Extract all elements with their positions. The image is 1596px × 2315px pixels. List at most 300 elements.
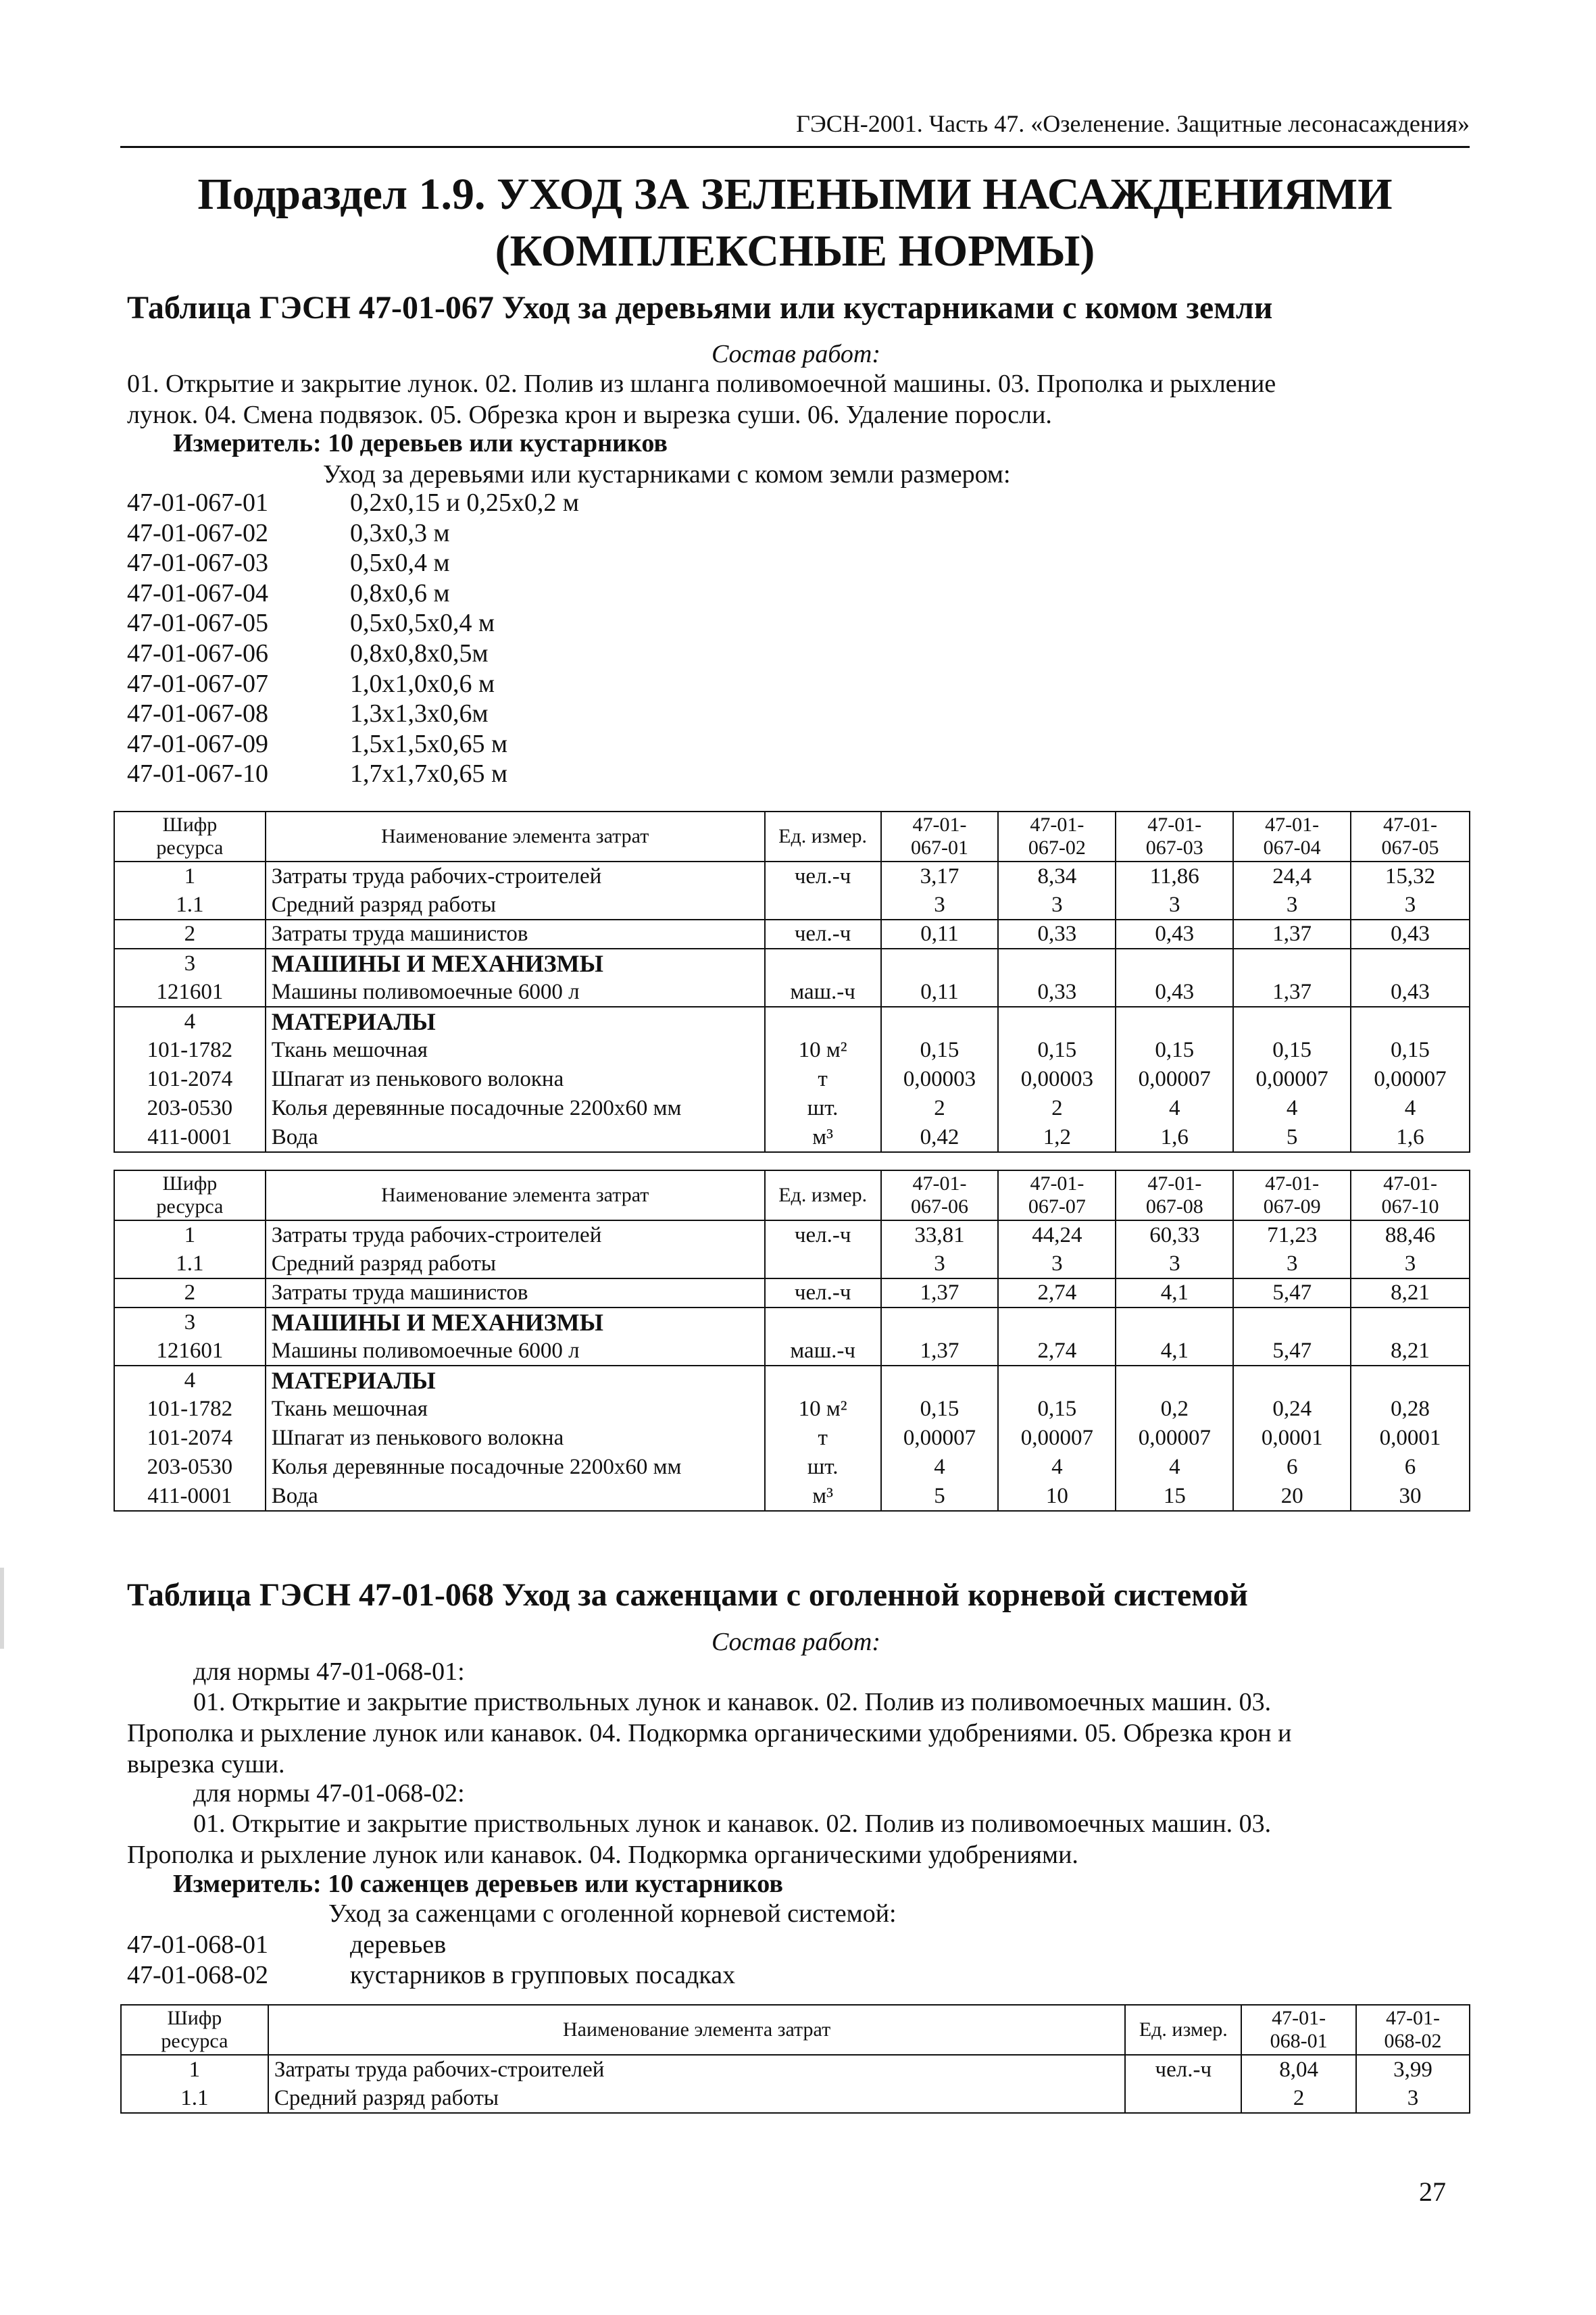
header-cost-element: Наименование элемента затрат bbox=[266, 812, 765, 862]
value-cell: 30 bbox=[1351, 1482, 1470, 1511]
value-cell: 33,81 bbox=[881, 1220, 999, 1249]
page-number: 27 bbox=[1419, 2176, 1446, 2207]
section-title bbox=[120, 166, 1470, 280]
value-cell: 0,2 bbox=[1116, 1395, 1233, 1424]
resource-code-cell: 121601 bbox=[114, 1337, 266, 1366]
work-line: Прополка и рыхление лунок или канавок. 04. Подкормка органическими удобрениями. bbox=[127, 1841, 1078, 1869]
norm-code: 47-01-067-03 bbox=[127, 549, 268, 578]
table-row bbox=[114, 978, 1470, 1007]
table-067-work-description bbox=[127, 368, 1451, 430]
norm-code: 47-01-067-04 bbox=[127, 578, 268, 607]
cost-element-cell: МАТЕРИАЛЫ bbox=[266, 1007, 765, 1036]
value-cell bbox=[1233, 1366, 1351, 1395]
table-row bbox=[114, 1337, 1470, 1366]
table-row bbox=[114, 862, 1470, 891]
norm-description: 0,5х0,5х0,4 м bbox=[350, 609, 495, 638]
header-text: Шифр bbox=[167, 2007, 222, 2029]
value-cell: 4 bbox=[998, 1453, 1116, 1482]
cost-element-cell: Колья деревянные посадочные 2200х60 мм bbox=[266, 1453, 765, 1482]
value-cell: 3 bbox=[881, 891, 999, 920]
norm-list-item bbox=[127, 548, 579, 578]
value-cell: 0,33 bbox=[998, 920, 1116, 949]
norm-description: 0,3х0,3 м bbox=[350, 518, 450, 547]
value-cell: 0,15 bbox=[881, 1036, 999, 1065]
cost-element-cell: Средний разряд работы bbox=[266, 891, 765, 920]
value-cell: 3 bbox=[881, 1249, 999, 1278]
resource-code-cell: 2 bbox=[114, 1278, 266, 1308]
value-cell: 0,33 bbox=[998, 978, 1116, 1007]
header-text: 47-01- bbox=[1386, 2007, 1441, 2029]
value-cell: 0,00007 bbox=[881, 1424, 999, 1453]
resource-code-cell: 101-2074 bbox=[114, 1424, 266, 1453]
value-cell: 20 bbox=[1233, 1482, 1351, 1511]
norm1-label: для нормы 47-01-068-01: bbox=[193, 1658, 465, 1686]
norm-description: 1,7х1,7х0,65 м bbox=[350, 760, 508, 789]
unit-cell: 10 м² bbox=[765, 1395, 881, 1424]
value-cell: 3 bbox=[1356, 2084, 1470, 2113]
cost-element-cell: Ткань мешочная bbox=[266, 1036, 765, 1065]
value-cell: 15,32 bbox=[1351, 862, 1470, 891]
cost-element-cell: МАШИНЫ И МЕХАНИЗМЫ bbox=[266, 949, 765, 978]
value-cell bbox=[998, 1366, 1116, 1395]
resource-code-cell: 1 bbox=[114, 862, 266, 891]
unit-cell: т bbox=[765, 1424, 881, 1453]
value-cell: 3,99 bbox=[1356, 2055, 1470, 2084]
table-067-norm-list bbox=[127, 488, 579, 789]
value-cell: 3 bbox=[1351, 891, 1470, 920]
header-text: 068-01 bbox=[1270, 2030, 1328, 2052]
unit-cell bbox=[765, 949, 881, 978]
resource-code-cell: 3 bbox=[114, 1308, 266, 1337]
work-line: лунок. 04. Смена подвязок. 05. Обрезка крон и вырезка суши. 06. Удаление поросли. bbox=[127, 401, 1052, 429]
norm-list-item bbox=[127, 699, 579, 729]
table-row bbox=[114, 949, 1470, 978]
header-text: 47-01- bbox=[1147, 814, 1202, 836]
value-cell: 0,42 bbox=[881, 1123, 999, 1152]
norm-description: деревьев bbox=[350, 1931, 447, 1959]
header-norm-code bbox=[1233, 1170, 1351, 1220]
value-cell: 1,2 bbox=[998, 1123, 1116, 1152]
value-cell bbox=[1351, 1308, 1470, 1337]
header-norm-code bbox=[1241, 2005, 1356, 2055]
cost-element-cell: Машины поливомоечные 6000 л bbox=[266, 1337, 765, 1366]
table-row bbox=[114, 1424, 1470, 1453]
header-text: 067-09 bbox=[1263, 1195, 1321, 1218]
value-cell: 0,0001 bbox=[1233, 1424, 1351, 1453]
norm-code: 47-01-067-09 bbox=[127, 729, 268, 758]
value-cell: 6 bbox=[1233, 1453, 1351, 1482]
norm2-work-description bbox=[127, 1808, 1451, 1870]
header-norm-code bbox=[1116, 812, 1233, 862]
cost-element-cell: МАТЕРИАЛЫ bbox=[266, 1366, 765, 1395]
norm-list-item bbox=[127, 578, 579, 609]
header-norm-code bbox=[881, 1170, 999, 1220]
header-norm-code bbox=[1116, 1170, 1233, 1220]
value-cell: 0,00003 bbox=[881, 1065, 999, 1094]
cost-element-cell: Машины поливомоечные 6000 л bbox=[266, 978, 765, 1007]
scan-edge-mark bbox=[0, 1568, 4, 1649]
norm-description: 1,0х1,0х0,6 м bbox=[350, 669, 495, 698]
value-cell: 1,37 bbox=[881, 1278, 999, 1308]
resource-code-cell: 121601 bbox=[114, 978, 266, 1007]
header-text: ресурса bbox=[156, 837, 224, 859]
value-cell bbox=[1116, 1366, 1233, 1395]
value-cell: 0,15 bbox=[881, 1395, 999, 1424]
table-row bbox=[114, 1482, 1470, 1511]
header-rule bbox=[120, 146, 1470, 148]
resource-code-cell: 1.1 bbox=[114, 1249, 266, 1278]
value-cell: 24,4 bbox=[1233, 862, 1351, 891]
cost-element-cell: Колья деревянные посадочные 2200х60 мм bbox=[266, 1094, 765, 1123]
header-unit: Ед. измер. bbox=[1125, 2005, 1241, 2055]
table-067-intro: Уход за деревьями или кустарниками с комом земли размером: bbox=[323, 460, 1011, 489]
header-text: Шифр bbox=[162, 814, 218, 836]
header-text: 067-05 bbox=[1381, 837, 1439, 859]
cost-element-cell: Затраты труда рабочих-строителей bbox=[268, 2055, 1126, 2084]
resource-code-cell: 1.1 bbox=[114, 891, 266, 920]
value-cell: 15 bbox=[1116, 1482, 1233, 1511]
resource-code-cell: 101-1782 bbox=[114, 1036, 266, 1065]
cost-element-cell: Шпагат из пенькового волокна bbox=[266, 1424, 765, 1453]
unit-cell: чел.-ч bbox=[765, 862, 881, 891]
table-068-work-label: Состав работ: bbox=[711, 1628, 881, 1656]
unit-cell: 10 м² bbox=[765, 1036, 881, 1065]
resource-code-cell: 4 bbox=[114, 1007, 266, 1036]
unit-cell: шт. bbox=[765, 1094, 881, 1123]
norm-description: 0,2х0,15 и 0,25х0,2 м bbox=[350, 489, 579, 517]
value-cell: 10 bbox=[998, 1482, 1116, 1511]
table-row bbox=[121, 2084, 1470, 2113]
header-text: 47-01- bbox=[1383, 814, 1438, 836]
header-text: 47-01- bbox=[912, 814, 967, 836]
norm-description: 0,8х0,8х0,5м bbox=[350, 639, 489, 668]
norm-description: 1,5х1,5х0,65 м bbox=[350, 729, 508, 758]
value-cell: 1,37 bbox=[881, 1337, 999, 1366]
table-067-part1 bbox=[114, 811, 1470, 1153]
value-cell: 88,46 bbox=[1351, 1220, 1470, 1249]
table-row bbox=[114, 1249, 1470, 1278]
table-068-meter: Измеритель: 10 саженцев деревьев или кустарников bbox=[173, 1870, 783, 1898]
cost-element-cell: Шпагат из пенькового волокна bbox=[266, 1065, 765, 1094]
work-line: 01. Открытие и закрытие приствольных лунок и канавок. 02. Полив из поливомоечных машин. 03. bbox=[193, 1810, 1272, 1838]
value-cell bbox=[1233, 949, 1351, 978]
norm-code: 47-01-067-08 bbox=[127, 699, 268, 728]
value-cell: 3 bbox=[1116, 891, 1233, 920]
value-cell: 2 bbox=[881, 1094, 999, 1123]
table-067-part2 bbox=[114, 1170, 1470, 1512]
resource-code-cell: 4 bbox=[114, 1366, 266, 1395]
value-cell: 1,37 bbox=[1233, 920, 1351, 949]
value-cell: 0,43 bbox=[1116, 978, 1233, 1007]
header-text: 47-01- bbox=[1272, 2007, 1326, 2029]
header-text: Шифр bbox=[162, 1172, 218, 1195]
norm2-label: для нормы 47-01-068-02: bbox=[193, 1779, 465, 1808]
header-text: 47-01- bbox=[1265, 1172, 1320, 1195]
norm-list-item bbox=[127, 729, 579, 760]
header-norm-code bbox=[998, 1170, 1116, 1220]
cost-element-cell: Средний разряд работы bbox=[266, 1249, 765, 1278]
header-text: 067-08 bbox=[1145, 1195, 1203, 1218]
header-norm-code bbox=[1351, 812, 1470, 862]
table-row bbox=[114, 1094, 1470, 1123]
cost-element-cell: Средний разряд работы bbox=[268, 2084, 1126, 2113]
resource-code-cell: 101-1782 bbox=[114, 1395, 266, 1424]
value-cell: 5 bbox=[881, 1482, 999, 1511]
norm-code: 47-01-067-07 bbox=[127, 669, 268, 698]
table-row bbox=[114, 1036, 1470, 1065]
table-row bbox=[114, 1123, 1470, 1152]
value-cell: 11,86 bbox=[1116, 862, 1233, 891]
value-cell bbox=[998, 1308, 1116, 1337]
norm-code: 47-01-067-01 bbox=[127, 489, 268, 517]
header-text: 067-06 bbox=[911, 1195, 969, 1218]
value-cell: 2,74 bbox=[998, 1278, 1116, 1308]
value-cell: 1,37 bbox=[1233, 978, 1351, 1007]
value-cell bbox=[1351, 949, 1470, 978]
value-cell bbox=[1116, 1007, 1233, 1036]
value-cell: 0,28 bbox=[1351, 1395, 1470, 1424]
norm-list-item bbox=[127, 518, 579, 549]
resource-code-cell: 1.1 bbox=[121, 2084, 268, 2113]
table-row bbox=[114, 891, 1470, 920]
cost-element-cell: Затраты труда рабочих-строителей bbox=[266, 1220, 765, 1249]
value-cell: 0,43 bbox=[1351, 978, 1470, 1007]
unit-cell: маш.-ч bbox=[765, 1337, 881, 1366]
header-cost-element: Наименование элемента затрат bbox=[266, 1170, 765, 1220]
unit-cell bbox=[1125, 2084, 1241, 2113]
value-cell: 0,15 bbox=[1351, 1036, 1470, 1065]
value-cell: 0,43 bbox=[1116, 920, 1233, 949]
unit-cell: чел.-ч bbox=[765, 920, 881, 949]
unit-cell: т bbox=[765, 1065, 881, 1094]
resource-code-cell: 411-0001 bbox=[114, 1123, 266, 1152]
value-cell: 0,43 bbox=[1351, 920, 1470, 949]
header-text: 47-01- bbox=[1147, 1172, 1202, 1195]
cost-element-cell: МАШИНЫ И МЕХАНИЗМЫ bbox=[266, 1308, 765, 1337]
norm-list-item bbox=[127, 669, 579, 699]
norm-list-item bbox=[127, 488, 579, 518]
table-header-row bbox=[114, 812, 1470, 862]
norm-list-item bbox=[127, 639, 579, 669]
norm1-work-description bbox=[127, 1687, 1451, 1780]
norm-list-item bbox=[127, 1930, 735, 1960]
norm-code: 47-01-068-01 bbox=[127, 1931, 268, 1959]
value-cell: 4,1 bbox=[1116, 1337, 1233, 1366]
value-cell: 2 bbox=[1241, 2084, 1356, 2113]
header-resource-code bbox=[121, 2005, 268, 2055]
norm-description: 0,8х0,6 м bbox=[350, 578, 450, 607]
value-cell: 4 bbox=[1116, 1094, 1233, 1123]
value-cell bbox=[1351, 1007, 1470, 1036]
norm-list-item bbox=[127, 1960, 735, 1991]
value-cell bbox=[1116, 1308, 1233, 1337]
header-unit: Ед. измер. bbox=[765, 1170, 881, 1220]
work-line: 01. Открытие и закрытие приствольных лунок и канавок. 02. Полив из поливомоечных машин. 03. bbox=[193, 1688, 1272, 1716]
table-068 bbox=[120, 2004, 1470, 2114]
table-067-work-label: Состав работ: bbox=[711, 340, 881, 368]
work-line: 01. Открытие и закрытие лунок. 02. Полив из шланга поливомоечной машины. 03. Прополка и рыхление bbox=[127, 370, 1276, 398]
value-cell: 1,6 bbox=[1351, 1123, 1470, 1152]
value-cell: 0,00007 bbox=[1116, 1424, 1233, 1453]
value-cell bbox=[1233, 1308, 1351, 1337]
unit-cell bbox=[765, 1366, 881, 1395]
table-row bbox=[121, 2055, 1470, 2084]
value-cell: 5 bbox=[1233, 1123, 1351, 1152]
value-cell: 5,47 bbox=[1233, 1337, 1351, 1366]
unit-cell bbox=[765, 1007, 881, 1036]
resource-code-cell: 1 bbox=[114, 1220, 266, 1249]
header-resource-code bbox=[114, 1170, 266, 1220]
cost-element-cell: Затраты труда рабочих-строителей bbox=[266, 862, 765, 891]
header-text: 067-07 bbox=[1028, 1195, 1086, 1218]
value-cell: 0,00003 bbox=[998, 1065, 1116, 1094]
table-header-row bbox=[121, 2005, 1470, 2055]
header-text: 067-02 bbox=[1028, 837, 1086, 859]
norm-code: 47-01-067-10 bbox=[127, 760, 268, 789]
value-cell: 0,00007 bbox=[998, 1424, 1116, 1453]
value-cell: 3,17 bbox=[881, 862, 999, 891]
norm-code: 47-01-067-02 bbox=[127, 518, 268, 547]
table-row bbox=[114, 1007, 1470, 1036]
value-cell: 0,00007 bbox=[1351, 1065, 1470, 1094]
header-text: 068-02 bbox=[1384, 2030, 1442, 2052]
resource-code-cell: 203-0530 bbox=[114, 1453, 266, 1482]
header-text: 47-01- bbox=[1265, 814, 1320, 836]
table-row bbox=[114, 1308, 1470, 1337]
norm-code: 47-01-067-05 bbox=[127, 609, 268, 638]
norm-list-item bbox=[127, 759, 579, 789]
unit-cell bbox=[765, 891, 881, 920]
unit-cell: маш.-ч bbox=[765, 978, 881, 1007]
table-068-norm-list bbox=[127, 1930, 735, 1990]
header-norm-code bbox=[1233, 812, 1351, 862]
value-cell: 4 bbox=[881, 1453, 999, 1482]
value-cell: 4 bbox=[1233, 1094, 1351, 1123]
value-cell: 3 bbox=[998, 1249, 1116, 1278]
table-068-heading: Таблица ГЭСН 47-01-068 Уход за саженцами с оголенной корневой системой bbox=[127, 1577, 1248, 1613]
header-text: 067-04 bbox=[1263, 837, 1321, 859]
value-cell bbox=[998, 1007, 1116, 1036]
value-cell: 0,15 bbox=[1233, 1036, 1351, 1065]
header-norm-code bbox=[881, 812, 999, 862]
value-cell bbox=[881, 949, 999, 978]
value-cell: 71,23 bbox=[1233, 1220, 1351, 1249]
header-text: ресурса bbox=[161, 2030, 228, 2052]
header-text: 067-01 bbox=[910, 837, 968, 859]
header-text: 47-01- bbox=[912, 1172, 967, 1195]
table-row bbox=[114, 1366, 1470, 1395]
value-cell: 0,00007 bbox=[1116, 1065, 1233, 1094]
header-text: 47-01- bbox=[1030, 1172, 1084, 1195]
table-row bbox=[114, 1278, 1470, 1308]
value-cell: 0,0001 bbox=[1351, 1424, 1470, 1453]
value-cell: 0,15 bbox=[998, 1395, 1116, 1424]
value-cell: 4,1 bbox=[1116, 1278, 1233, 1308]
value-cell: 0,15 bbox=[998, 1036, 1116, 1065]
value-cell: 1,6 bbox=[1116, 1123, 1233, 1152]
value-cell: 5,47 bbox=[1233, 1278, 1351, 1308]
value-cell: 0,00007 bbox=[1233, 1065, 1351, 1094]
header-unit: Ед. измер. bbox=[765, 812, 881, 862]
norm-description: 0,5х0,4 м bbox=[350, 549, 450, 578]
table-row bbox=[114, 920, 1470, 949]
table-067-meter: Измеритель: 10 деревьев или кустарников bbox=[173, 429, 668, 457]
value-cell: 4 bbox=[1351, 1094, 1470, 1123]
section-title-line2: (КОМПЛЕКСНЫЕ НОРМЫ) bbox=[495, 226, 1095, 276]
value-cell: 3 bbox=[1116, 1249, 1233, 1278]
value-cell bbox=[1116, 949, 1233, 978]
header-text: 067-10 bbox=[1381, 1195, 1439, 1218]
resource-code-cell: 101-2074 bbox=[114, 1065, 266, 1094]
unit-cell: чел.-ч bbox=[765, 1278, 881, 1308]
header-text: 067-03 bbox=[1145, 837, 1203, 859]
norm-code: 47-01-068-02 bbox=[127, 1960, 268, 1989]
resource-code-cell: 203-0530 bbox=[114, 1094, 266, 1123]
header-text: ресурса bbox=[156, 1195, 224, 1218]
cost-element-cell: Ткань мешочная bbox=[266, 1395, 765, 1424]
resource-code-cell: 1 bbox=[121, 2055, 268, 2084]
resource-code-cell: 3 bbox=[114, 949, 266, 978]
resource-code-cell: 2 bbox=[114, 920, 266, 949]
norm-code: 47-01-067-06 bbox=[127, 639, 268, 668]
norm-list-item bbox=[127, 608, 579, 639]
header-cost-element: Наименование элемента затрат bbox=[268, 2005, 1126, 2055]
value-cell: 8,34 bbox=[998, 862, 1116, 891]
value-cell bbox=[998, 949, 1116, 978]
value-cell bbox=[1351, 1366, 1470, 1395]
table-row bbox=[114, 1220, 1470, 1249]
table-068-intro: Уход за саженцами с оголенной корневой системой: bbox=[328, 1899, 897, 1928]
unit-cell: м³ bbox=[765, 1123, 881, 1152]
header-text: 47-01- bbox=[1030, 814, 1084, 836]
cost-element-cell: Вода bbox=[266, 1123, 765, 1152]
norm-description: кустарников в групповых посадках bbox=[350, 1960, 736, 1989]
value-cell: 3 bbox=[998, 891, 1116, 920]
value-cell: 3 bbox=[1351, 1249, 1470, 1278]
work-line: Прополка и рыхление лунок или канавок. 04. Подкормка органическими удобрениями. 05. Обрезка крон и bbox=[127, 1719, 1292, 1747]
value-cell: 8,04 bbox=[1241, 2055, 1356, 2084]
unit-cell: шт. bbox=[765, 1453, 881, 1482]
cost-element-cell: Затраты труда машинистов bbox=[266, 920, 765, 949]
unit-cell bbox=[765, 1308, 881, 1337]
value-cell: 2 bbox=[998, 1094, 1116, 1123]
cost-element-cell: Затраты труда машинистов bbox=[266, 1278, 765, 1308]
value-cell: 3 bbox=[1233, 891, 1351, 920]
header-text: 47-01- bbox=[1383, 1172, 1438, 1195]
header-norm-code bbox=[1356, 2005, 1470, 2055]
table-row bbox=[114, 1453, 1470, 1482]
value-cell: 8,21 bbox=[1351, 1278, 1470, 1308]
running-header: ГЭСН-2001. Часть 47. «Озеленение. Защитные лесонасаждения» bbox=[796, 110, 1470, 137]
table-header-row bbox=[114, 1170, 1470, 1220]
header-resource-code bbox=[114, 812, 266, 862]
value-cell bbox=[1233, 1007, 1351, 1036]
table-row bbox=[114, 1065, 1470, 1094]
section-title-line1: Подраздел 1.9. УХОД ЗА ЗЕЛЕНЫМИ НАСАЖДЕНИЯМИ bbox=[197, 170, 1393, 219]
work-line: вырезка суши. bbox=[127, 1750, 285, 1778]
value-cell: 8,21 bbox=[1351, 1337, 1470, 1366]
cost-element-cell: Вода bbox=[266, 1482, 765, 1511]
value-cell: 0,11 bbox=[881, 978, 999, 1007]
value-cell: 0,15 bbox=[1116, 1036, 1233, 1065]
value-cell bbox=[881, 1308, 999, 1337]
table-row bbox=[114, 1395, 1470, 1424]
unit-cell: м³ bbox=[765, 1482, 881, 1511]
norm-description: 1,3х1,3х0,6м bbox=[350, 699, 489, 728]
value-cell: 6 bbox=[1351, 1453, 1470, 1482]
value-cell bbox=[881, 1007, 999, 1036]
value-cell: 60,33 bbox=[1116, 1220, 1233, 1249]
